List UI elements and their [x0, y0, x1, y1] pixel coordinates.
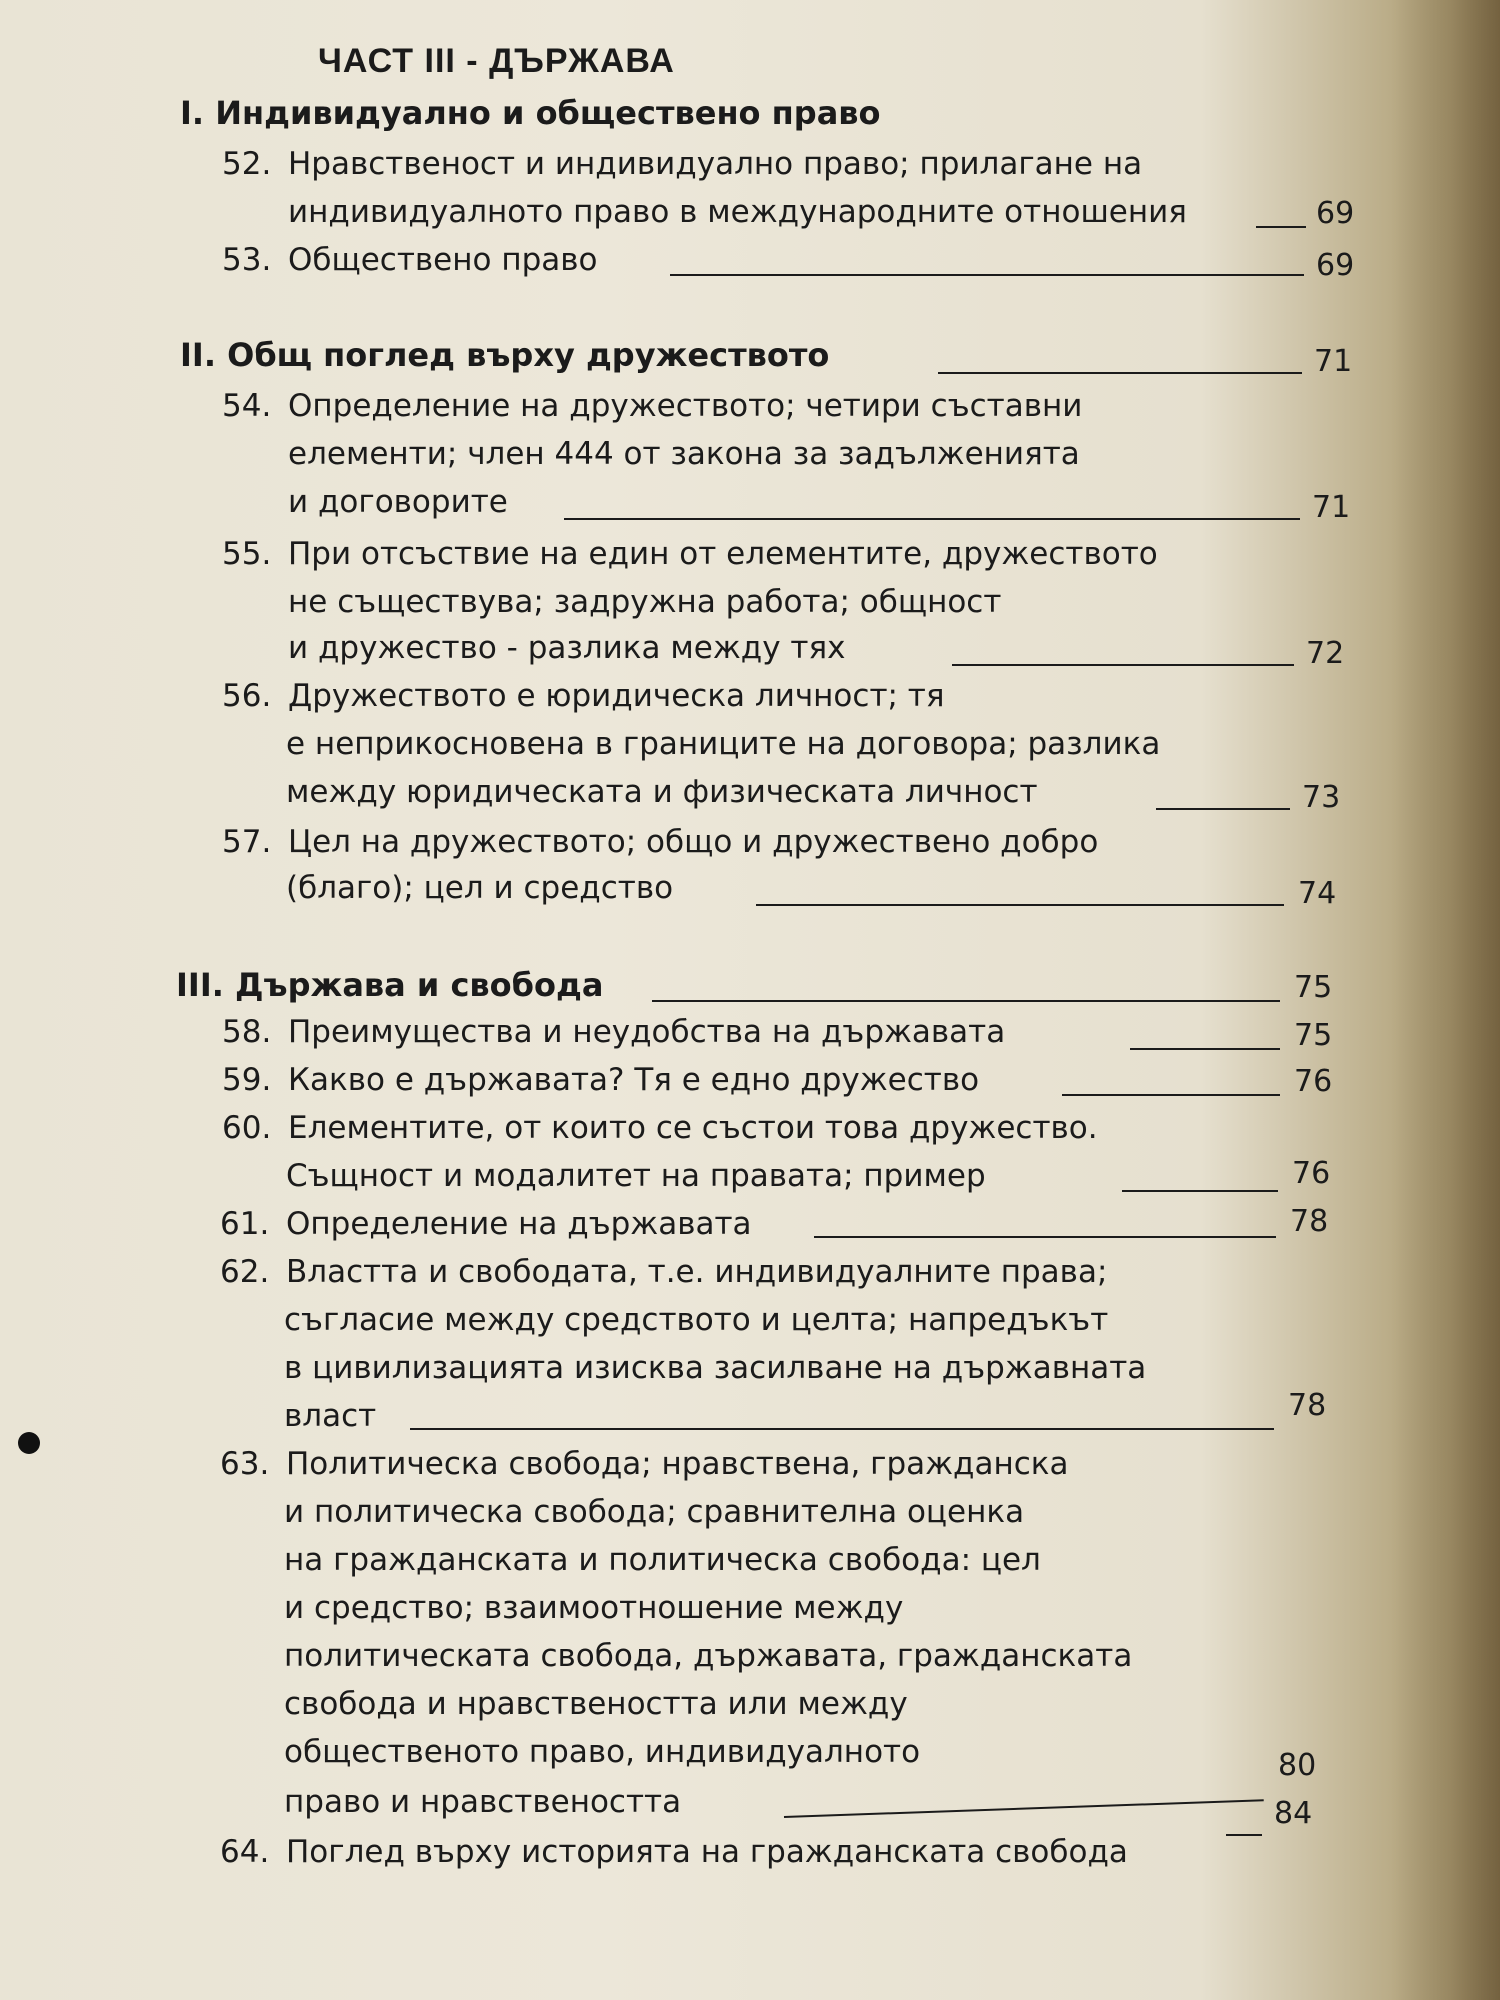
toc-entry-63-line4: и средство; взаимоотношение между — [284, 1590, 904, 1626]
page-number-55: 72 — [1306, 636, 1345, 671]
page-number-61: 78 — [1290, 1204, 1329, 1239]
entry-number: 52. — [222, 146, 272, 182]
toc-entry-55 — [222, 534, 1158, 574]
leader-line — [756, 904, 1284, 906]
entry-text: Дружеството е юридическа личност; тя — [288, 678, 945, 714]
entry-number: 56. — [222, 678, 272, 714]
toc-entry-54-line3: и договорите — [288, 484, 508, 520]
toc-entry-55-line2: не съществува; задружна работа; общност — [288, 584, 1002, 620]
part-title: ЧАСТ III - ДЪРЖАВА — [318, 42, 675, 80]
leader-line — [1156, 808, 1290, 810]
entry-text: Определение на дружеството; четири съставни — [288, 388, 1083, 424]
entry-number: 53. — [222, 242, 272, 278]
toc-entry-62-line4: власт — [284, 1398, 377, 1434]
toc-entry-54-line2: елементи; член 444 от закона за задълженията — [288, 436, 1080, 472]
toc-entry-56-line2: е неприкосновена в границите на договора; разлика — [286, 726, 1161, 762]
page-number-56: 73 — [1302, 780, 1341, 815]
page-number-63: 80 — [1278, 1748, 1317, 1783]
toc-entry-63-line8: право и нравствеността — [284, 1784, 682, 1820]
entry-number: 57. — [222, 824, 272, 860]
entry-number: 61. — [220, 1206, 270, 1242]
toc-entry-58 — [222, 1012, 1005, 1052]
entry-text: Цел на дружеството; общо и дружествено добро — [288, 824, 1099, 860]
page-number-62: 78 — [1288, 1388, 1327, 1423]
leader-line — [814, 1236, 1276, 1238]
entry-number: 62. — [220, 1254, 270, 1290]
page-number-59: 76 — [1294, 1064, 1333, 1099]
leader-line — [410, 1428, 1274, 1430]
toc-entry-59 — [222, 1060, 979, 1100]
toc-entry-62-line2: съгласие между средството и целта; напредъкът — [284, 1302, 1109, 1338]
page-edge-shadow — [1390, 0, 1500, 2000]
page-number-58: 75 — [1294, 1018, 1333, 1053]
entry-text: Какво е държавата? Тя е едно дружество — [288, 1062, 980, 1098]
section-title-2: II. Общ поглед върху дружеството — [180, 336, 830, 374]
toc-entry-57-line2: (благо); цел и средство — [286, 870, 674, 906]
toc-entry-63 — [220, 1444, 1069, 1484]
leader-line — [1226, 1834, 1262, 1836]
toc-entry-60-line2: Същност и модалитет на правата; пример — [286, 1158, 986, 1194]
entry-number: 59. — [222, 1062, 272, 1098]
entry-text: Нравственост и индивидуално право; прилагане на — [288, 146, 1143, 182]
page-number-60: 76 — [1292, 1156, 1331, 1191]
toc-entry-63-line2: и политическа свобода; сравнителна оценка — [284, 1494, 1025, 1530]
toc-entry-63-line7: общественото право, индивидуалното — [284, 1734, 921, 1770]
toc-entry-62 — [220, 1252, 1107, 1292]
entry-text: Властта и свободата, т.е. индивидуалните права; — [286, 1254, 1108, 1290]
page-number-52: 69 — [1316, 196, 1355, 231]
entry-text: Преимуществa и неудобства на държавата — [288, 1014, 1006, 1050]
toc-entry-53 — [222, 240, 598, 280]
page-number-57: 74 — [1298, 876, 1337, 911]
toc-entry-54 — [222, 386, 1082, 426]
entry-text: Определение на държавата — [286, 1206, 752, 1242]
leader-line — [1256, 226, 1306, 228]
toc-entry-57 — [222, 822, 1098, 862]
leader-line — [1062, 1094, 1280, 1096]
leader-line — [952, 664, 1294, 666]
page-number-53: 69 — [1316, 248, 1355, 283]
entry-number: 64. — [220, 1834, 270, 1870]
leader-line — [652, 1000, 1280, 1002]
entry-text: Елементите, от които се състои това дружество. — [288, 1110, 1098, 1146]
toc-entry-63-line6: свобода и нравствеността или между — [284, 1686, 908, 1722]
entry-text: При отсъствие на един от елементите, дружеството — [288, 536, 1158, 572]
entry-number: 55. — [222, 536, 272, 572]
entry-number: 60. — [222, 1110, 272, 1146]
ink-spot — [18, 1432, 40, 1454]
leader-line — [938, 372, 1302, 374]
toc-entry-52 — [222, 144, 1142, 184]
toc-entry-64 — [220, 1832, 1128, 1872]
entry-text: Поглед върху историята на гражданската свобода — [286, 1834, 1128, 1870]
entry-number: 54. — [222, 388, 272, 424]
leader-line — [564, 518, 1300, 520]
section-title-3: III. Държава и свобода — [176, 966, 604, 1004]
toc-entry-60 — [222, 1108, 1098, 1148]
page-number-54: 71 — [1312, 490, 1351, 525]
entry-number: 58. — [222, 1014, 272, 1050]
entry-number: 63. — [220, 1446, 270, 1482]
leader-line — [1122, 1190, 1278, 1192]
page-number-64: 84 — [1274, 1796, 1313, 1831]
section-title-1: I. Индивидуално и обществено право — [180, 94, 881, 132]
leader-line — [670, 274, 1304, 276]
toc-entry-61 — [220, 1204, 752, 1244]
toc-entry-55-line3: и дружество - разлика между тях — [288, 630, 846, 666]
entry-text: Обществено право — [288, 242, 598, 278]
toc-entry-52-line2: индивидуалното право в международните отношения — [288, 194, 1187, 230]
toc-entry-63-line3: на гражданската и политическа свобода: цел — [284, 1542, 1041, 1578]
toc-entry-56 — [222, 676, 945, 716]
entry-text: Политическа свобода; нравствена, гражданска — [286, 1446, 1069, 1482]
leader-line — [784, 1799, 1264, 1818]
section-2-page: 71 — [1314, 344, 1353, 379]
leader-line — [1130, 1048, 1280, 1050]
toc-entry-62-line3: в цивилизацията изисква засилване на държавната — [284, 1350, 1147, 1386]
section-3-page: 75 — [1294, 970, 1333, 1005]
toc-entry-63-line5: политическата свобода, държавата, гражданската — [284, 1638, 1133, 1674]
toc-entry-56-line3: между юридическата и физическата личност — [286, 774, 1038, 810]
